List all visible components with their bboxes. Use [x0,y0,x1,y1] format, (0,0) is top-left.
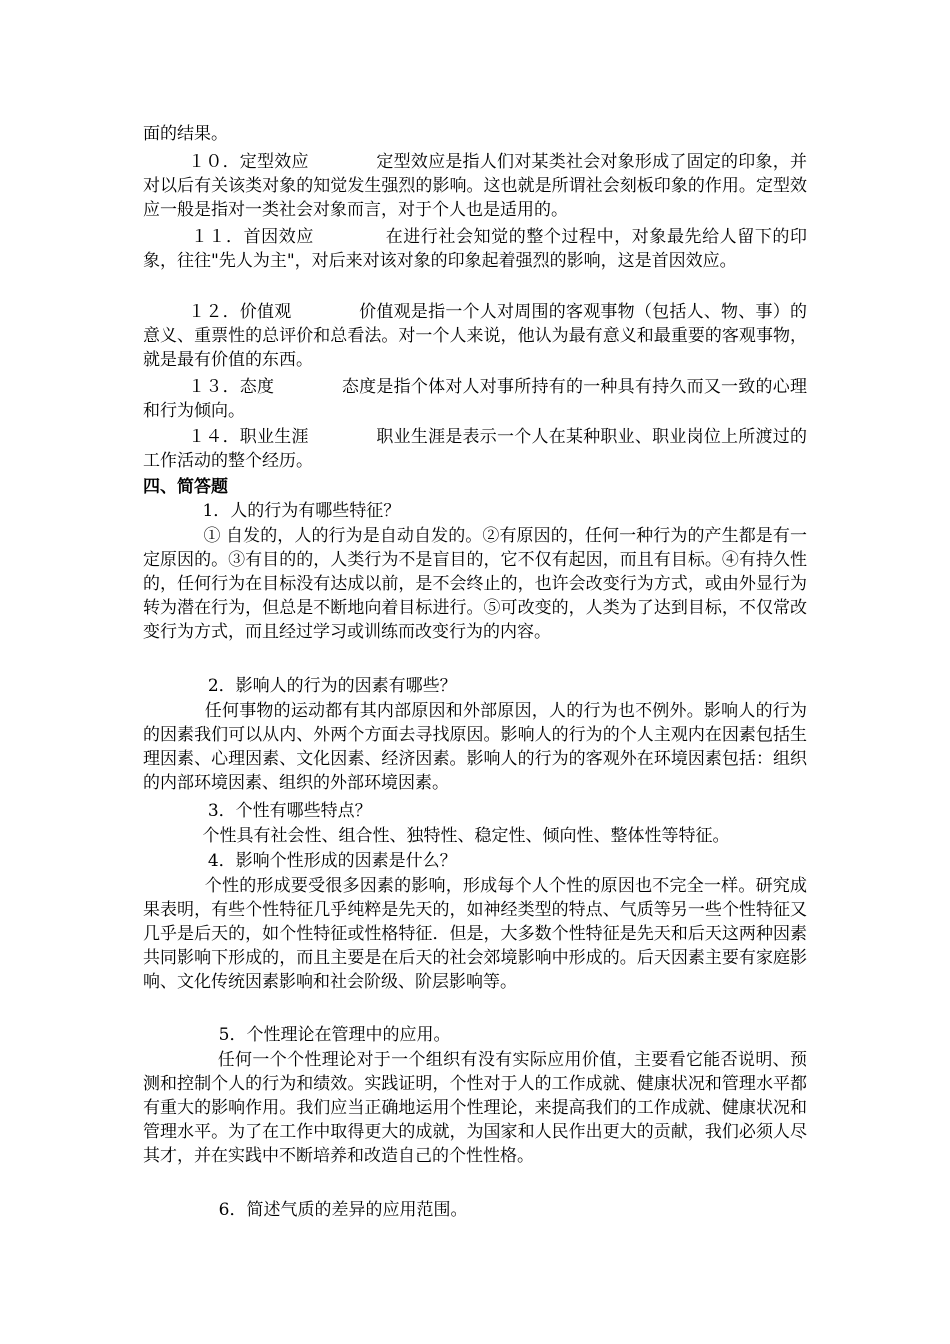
question-1: 1．人的行为有哪些特征？ [143,501,401,521]
answer-1: ① 自发的，人的行为是自动自发的。②有原因的，任何一种行为的产生都是有一定原因的。③有目的的，人类行为不是盲目的，它不仅有起因，而且有目标。④有持久性的，任何行为在目标没有达成以前，是不会终止的，也许会改变行为方式，或由外显行为转为潜在行为，但总是不断地向着目标进行。⑤可改变的，人类为了达到目标，不仅常改变行为方式，而且经过学习或训练而改变行为的内容。 [143,526,807,642]
question-3: 3．个性有哪些特点？ [143,801,372,821]
term-11-primacy-effect: １１．首因效应 在进行社会知觉的整个过程中，对象最先给人留下的印象，往往"先人为主"，对后来对该对象的印象起着强烈的影响，这是首因效应。 [143,227,807,271]
question-5: 5．个性理论在管理中的应用。 [143,1025,451,1045]
answer-2: 任何事物的运动都有其内部原因和外部原因，人的行为也不例外。影响人的行为的因素我们可以从内、外两个方面去寻找原因。影响人的行为的个人主观内在因素包括生理因素、心理因素、文化因素、经济因素。影响人的行为的客观外在环境因素包括：组织的内部环境因素、组织的外部环境因素。 [143,701,807,793]
paragraph-continuation: 面的结果。 [143,124,228,144]
answer-4: 个性的形成要受很多因素的影响，形成每个人个性的原因也不完全一样。研究成果表明，有些个性特征几乎纯粹是先天的，如神经类型的特点、气质等另一些个性特征又几乎是后天的，如个性特征或性格特征．但是，大多数个性特征是先天和后天这两种因素共同影响下形成的，而且主要是在后天的社会郊境影响中形成的。后天因素主要有家庭影响、文化传统因素影响和社会阶级、阶层影响等。 [143,876,807,992]
term-12-values: １２．价值观 价值观是指一个人对周围的客观事物（包括人、物、事）的意义、重票性的总评价和总看法。对一个人来说，他认为最有意义和最重要的客观事物，就是最有价值的东西。 [143,302,807,370]
answer-5: 任何一个个性理论对于一个组织有没有实际应用价值，主要看它能否说明、预测和控制个人的行为和绩效。实践证明，个性对于人的工作成就、健康状况和管理水平都有重大的影响作用。我们应当正确地运用个性理论，来提高我们的工作成就、健康状况和管理水平。为了在工作中取得更大的成就，为国家和人民作出更大的贡献，我们必须人尽其才，并在实践中不断培养和改造自己的个性性格。 [143,1050,808,1166]
answer-3: 个性具有社会性、组合性、独特性、稳定性、倾向性、整体性等特征。 [143,826,730,846]
term-14-career: １４．职业生涯 职业生涯是表示一个人在某种职业、职业岗位上所渡过的工作活动的整个经历。 [143,427,807,471]
section-heading: 四、简答题 [143,477,228,497]
question-4: 4．影响个性形成的因素是什么？ [143,851,457,871]
term-13-attitude: １３．态度 态度是指个体对人对事所持有的一种具有持久而又一致的心理和行为倾向。 [143,377,807,421]
question-2: 2．影响人的行为的因素有哪些？ [143,676,457,696]
term-10-stereotype-effect: １０．定型效应 定型效应是指人们对某类社会对象形成了固定的印象，并对以后有关该类对象的知觉发生强烈的影响。这也就是所谓社会刻板印象的作用。定型效应一般是指对一类社会对象而言，对于个人也是适用的。 [143,152,807,220]
question-6: 6．简述气质的差异的应用范围。 [143,1200,468,1220]
